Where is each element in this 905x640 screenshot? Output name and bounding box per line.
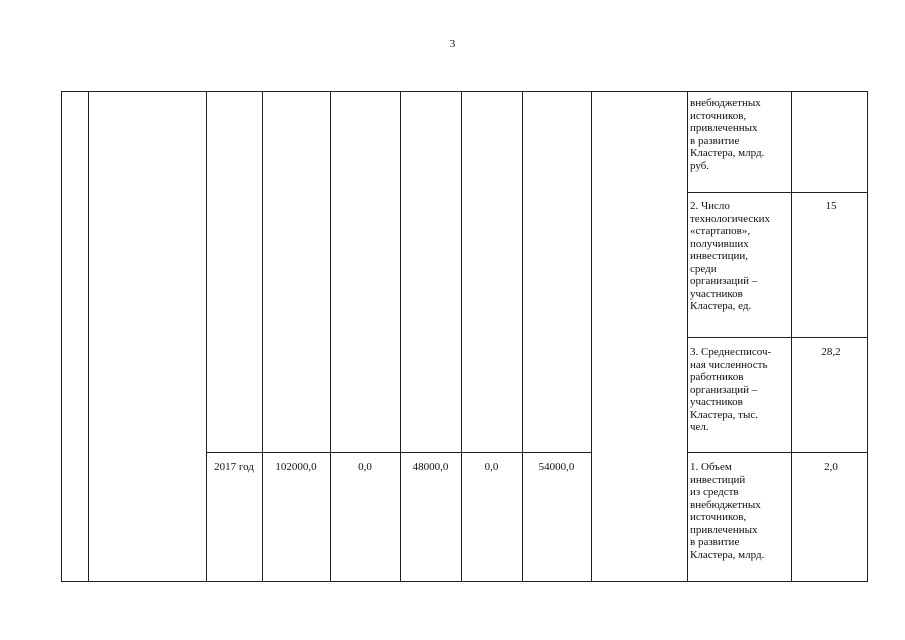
- regional-funding-cell: 48000,0: [412, 461, 449, 473]
- indicator-cell: внебюджетных источников, привлеченных в развитие Кластера, млрд. руб.: [690, 97, 765, 172]
- page-number: 3: [449, 38, 456, 50]
- row-divider: [687, 337, 867, 338]
- column-divider: [522, 92, 523, 581]
- indicator-cell: 2. Число технологических «стартапов», получивших инвестиции, среди организаций – участников Кластера, ед.: [690, 200, 770, 312]
- column-divider: [262, 92, 263, 581]
- column-divider: [206, 92, 207, 581]
- column-divider: [330, 92, 331, 581]
- column-divider: [591, 92, 592, 581]
- offbudget-funding-cell: 54000,0: [538, 461, 575, 473]
- indicator-cell: 3. Среднесписоч- ная численность работников организаций – участников Кластера, тыс. чел.: [690, 346, 772, 433]
- row-divider: [687, 452, 867, 453]
- local-funding-cell: 0,0: [484, 461, 499, 473]
- federal-funding-cell: 0,0: [358, 461, 372, 473]
- target-value-cell: 28,2: [821, 346, 841, 358]
- year-cell: 2017 год: [214, 461, 254, 473]
- indicator-cell: 1. Объем инвестиций из средств внебюджетных источников, привлеченных в развитие Кластера, млрд.: [690, 461, 765, 561]
- program-table: [61, 91, 868, 582]
- column-divider: [461, 92, 462, 581]
- column-divider: [88, 92, 89, 581]
- target-value-cell: 2,0: [824, 461, 838, 473]
- total-funding-cell: 102000,0: [275, 461, 317, 473]
- target-value-cell: 15: [825, 200, 837, 212]
- column-divider: [400, 92, 401, 581]
- row-divider: [687, 192, 867, 193]
- row-divider: [206, 452, 591, 453]
